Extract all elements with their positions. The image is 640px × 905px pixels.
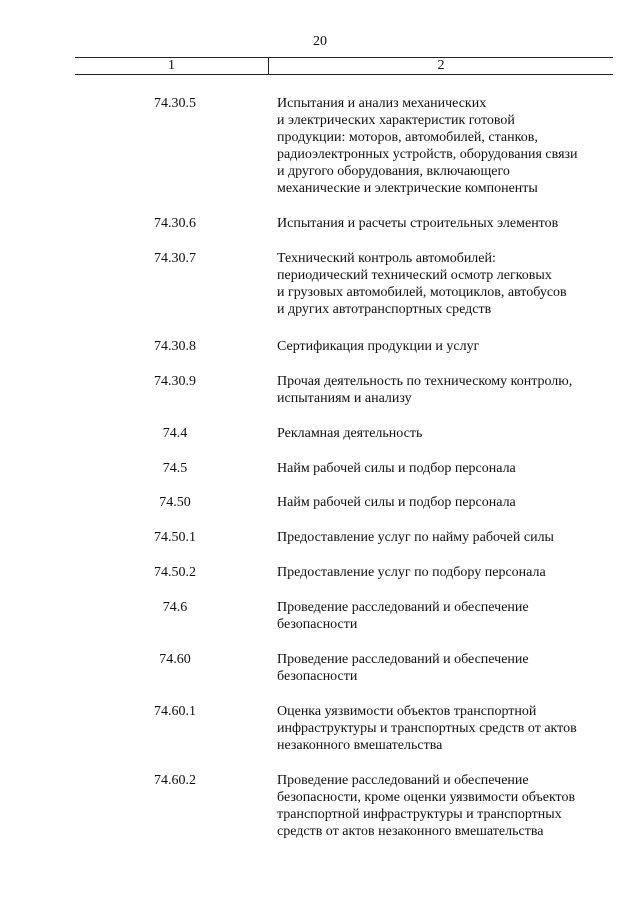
row-description: Сертификация продукции и услуг <box>277 339 480 354</box>
column-header-2: 2 <box>437 58 445 73</box>
row-description: Технический контроль автомобилей: периодический технический осмотр легковых и грузовых автомобилей, мотоциклов, автобусов и других автотранспортных средств <box>277 251 567 317</box>
row-description: Испытания и расчеты строительных элементов <box>277 216 559 231</box>
row-description: Найм рабочей силы и подбор персонала <box>277 495 516 510</box>
row-code: 74.30.8 <box>154 339 196 354</box>
row-description: Предоставление услуг по подбору персонала <box>277 565 546 580</box>
row-code: 74.5 <box>162 461 188 476</box>
row-description: Испытания и анализ механических и электрических характеристик готовой продукции: моторов, автомобилей, станков, радиоэлектронных устройств, оборудования связи и другого оборудования, включающего механические и электрические компоненты <box>277 96 578 196</box>
row-code: 74.60.2 <box>154 773 196 788</box>
row-description: Проведение расследований и обеспечение безопасности, кроме оценки уязвимости объектов транспортной инфраструктуры и транспортных средств от актов незаконного вмешательства <box>277 773 576 839</box>
row-code: 74.30.5 <box>154 96 196 111</box>
row-code: 74.50.1 <box>154 530 196 545</box>
row-code: 74.30.7 <box>154 251 196 266</box>
row-code: 74.4 <box>162 426 188 441</box>
row-code: 74.6 <box>162 600 188 615</box>
column-header-1: 1 <box>168 58 175 73</box>
row-code: 74.30.6 <box>154 216 196 231</box>
row-code: 74.30.9 <box>154 374 196 389</box>
row-description: Оценка уязвимости объектов транспортной инфраструктуры и транспортных средств от актов незаконного вмешательства <box>277 704 577 753</box>
table-header <box>75 57 613 75</box>
row-description: Найм рабочей силы и подбор персонала <box>277 461 516 476</box>
row-description: Проведение расследований и обеспечение безопасности <box>277 600 529 632</box>
row-description: Прочая деятельность по техническому контролю, испытаниям и анализу <box>277 374 573 406</box>
row-code: 74.60.1 <box>154 704 196 719</box>
row-description: Предоставление услуг по найму рабочей силы <box>277 530 554 545</box>
row-code: 74.60 <box>159 652 191 667</box>
row-code: 74.50.2 <box>154 565 196 580</box>
row-description: Проведение расследований и обеспечение безопасности <box>277 652 529 684</box>
row-code: 74.50 <box>159 495 191 510</box>
page-number: 20 <box>313 34 327 49</box>
row-description: Рекламная деятельность <box>277 426 423 441</box>
